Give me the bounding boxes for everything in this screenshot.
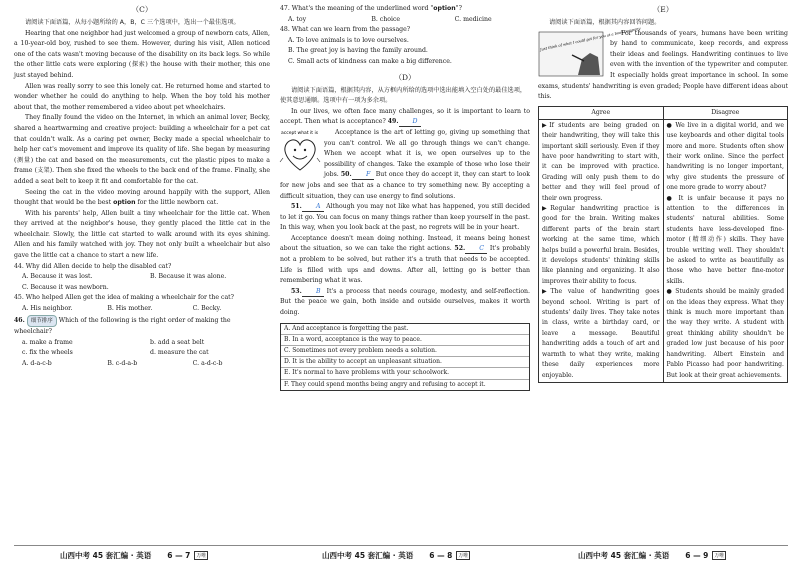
option-item: C. Sometimes not every problem needs a solution. — [281, 346, 529, 357]
column-passage-d: 47. What's the meaning of the underlined word "option"? A. toy B. choice C. medicine 48. What can we learn from the passage? A. To love animals is to love ourselves. B. The great joy is having the family around. C. Small acts of kindness can make a big difference. （D） 请阅读下面语篇，根据其内容，从方框内所给的选项中选出能填入空白处的最佳选项，使其意思通顺。选项中有一项为多余项。 In our lives, we often face many challenges, so it is important to learn to accept. Then what is acceptance? 49. D accept what it is Acceptance is the art of letting go, giving up something that you can't control. We all go through things we can't change. When we accept what it is, we open ourselves up to the possibility of changes. Take the example of those who lose their jobs. 50. F But once they do accept it, they can start to look for new jobs and see that as a chance to try something new. By accepting a difficult situation, they can use energy to find solutions. 51. A Although you may not like what has happened, you still decided to let it go. You can focus on many things rather than keep yourself in the past. In this way, when you look back at the past, no regrets will be in your heart. Acceptance doesn't mean doing nothing. Instead, it means being honest about the situation, so we can take the right actions. 52. C It's probably not a problem to be solved, but rather it's a truth that needs to be accepted. Life is filled with ups and downs. After all, letting go is better than remembering what it was. 53. B It's a process that needs courage, modesty, and self-reflection. But the peace we gain, both inside and outside ourselves, makes it worth doing. A. And acceptance is forgetting the past. B. In a word, acceptance is the way to peace. C. Sometimes not every problem needs a solution. D. It is the ability to accept an unpleasant situation. E. It's normal to have problems with your schoolwork. F. They could spend months being angry and refusing to accept it. — [280, 0, 530, 545]
section-d-heading: （D） — [394, 72, 416, 82]
question-45: 45. Who helped Allen get the idea of making a wheelchair for the cat? — [14, 294, 234, 302]
passage-e-intro: For thousands of years, humans have been writing by hand to communicate, keep records, and express their ideas and feelings. Handwriting continues to live even with the invention of the typewriter and computer. It especially holds great importance in school. In some exams, students' handwriting is even graded; People have different ideas about this. — [538, 29, 788, 101]
section-c-instruction: 请阅读下面语篇，从每小题所给的 A，B，C 三个选项中，选出一个最佳选项。 — [25, 19, 240, 26]
passage-c-paragraph: Hearing that one neighbor had just welcomed a group of newborn cats, Allen, a 10-year-old boy, rushed to see them. However, during his visit, Allen noticed one of the cats wasn't moving because of the disability on its back legs. So while the other little cats were exploring (探索) the house with their mother, this one just stayed behind. — [14, 29, 270, 79]
column-passage-c: （C） 请阅读下面语篇，从每小题所给的 A，B，C 三个选项中，选出一个最佳选项。 Hearing that one neighbor had just welcomed a group of newborn cats, Allen, a 10-year-old boy, rushed to see them. However, during his visit, Allen noticed one of the cats wasn't moving because of the disability on its back legs. So while the other little cats were exploring (探索) the house with their mother, this one just stayed behind. Allen was really sorry to see this lonely cat. He returned home and started to wonder whether he could do anything to help. When the boy told his mother about that, the mother remembered a video about pet wheelchairs. They finally found the video on the Internet, in which an animal lover, Becky, shared a heartwarming and creative project: building a wheelchair for a pet cat that couldn't walk. As a caring pet owner, Becky made a special wheelchair to help her cat's movement and improve its quality of life. She began by measuring (测量) the cat and based on the measurements, cut the plastic pipes to make a frame (支架). Then she fixed the wheels to the back end of the frame. Finally, she added a seat belt to keep it fit and comfortable for the cat. Seeing the cat in the video moving around happily with the support, Allen thought that would be the best option for the little newborn cat. With his parents' help, Allen built a tiny wheelchair for the little cat. When they arrived at the neighbor's house, they gently placed the little cat in the wheelchair. Slowly, the little cat started to walk around with its eyes shining. Allen and his family watched with joy. They not only built a wheelchair but also gave the little cat a chance to start a new life. 44. Why did Allen decide to help the disabled cat? A. Because it was lost. B. Because it was alone. C. Because it was newborn. 45. Who helped Allen get the idea of making a wheelchair for the cat? A. His neighbor. B. His mother. C. Becky. 46. 细节排序 Which of the following is the right order of making the wheelchair? a. make a frame b. add a seat belt c. fix the wheels d. measure the cat A. d-a-c-b B. c-d-a-b C. a-d-c-b — [14, 0, 270, 545]
footer-page-9: 山西中考 45 套汇编 · 英语 6 — 9 万唯 — [578, 550, 725, 560]
answer-blank-51[interactable]: A — [302, 203, 324, 212]
question-44: 44. Why did Allen decide to help the disabled cat? — [14, 262, 172, 270]
disagree-point: ● It is unfair because it pays no attention to the differences in students' natural abilities. Some students have less-developed fine-motor (精细动作) skills. They have trouble writing well. They shouldn't be asked to write as beautifully as those who have better fine-motor skills. — [666, 194, 784, 285]
disagree-column — [663, 119, 788, 382]
brand-logo: 万唯 — [196, 552, 207, 559]
question-46: 46. 细节排序 Which of the following is the right order of making the wheelchair? — [14, 316, 231, 336]
disagree-point: ● We live in a digital world, and we use keyboards and other digital tools more and more. Students often show their work online. Since the perfect handwriting is no longer important, why give students the pressure of one more grade to worry about? — [666, 121, 784, 192]
option-item: A. And acceptance is forgetting the past. — [281, 324, 529, 335]
section-e-heading: （E） — [652, 5, 674, 14]
page-number: 6 — 7 — [167, 550, 191, 560]
answer-blank-53[interactable]: B — [302, 288, 324, 297]
agree-column — [539, 119, 664, 382]
option-item: B. In a word, acceptance is the way to peace. — [281, 335, 529, 346]
passage-d-paragraph: 51. A Although you may not like what has happened, you still decided to let it go. You can focus on many things rather than keep yourself in the past. In this way, when you look back at the past, no regrets will be in your heart. — [280, 203, 530, 232]
section-e-instruction: 请阅读下面语篇，根据其内容回答问题。 — [549, 19, 661, 26]
page-number: 6 — 8 — [429, 550, 453, 560]
page-number: 6 — 9 — [685, 550, 709, 560]
question-48: 48. What can we learn from the passage? — [280, 26, 411, 34]
footer-page-8: 山西中考 45 套汇编 · 英语 6 — 8 万唯 — [322, 550, 469, 560]
question-46-options: A. d-a-c-b B. c-d-a-b C. a-d-c-b — [22, 360, 223, 367]
answer-blank-50[interactable]: F — [352, 171, 374, 180]
question-47: 47. What's the meaning of the underlined word "option"? — [280, 5, 462, 12]
heart-caption: accept what it is — [281, 130, 319, 136]
passage-c-paragraph: With his parents' help, Allen built a tiny wheelchair for the little cat. When they arrived at the neighbor's house, they gently placed the little cat in the wheelchair. Slowly, the little cat started to walk around with its eyes shining. Allen and his family watched with joy. They not only built a wheelchair but also gave the little cat a chance to start a new life. — [14, 209, 270, 260]
option-item: E. It's normal to have problems with your schoolwork. — [281, 368, 529, 379]
section-d-instruction: 请阅读下面语篇，根据其内容，从方框内所给的选项中选出能填入空白处的最佳选项，使其意思通顺。选项中有一项为多余项。 — [280, 86, 527, 105]
agree-point: ▶Regular handwriting practice is good for the brain. Writing makes different parts of the brain start working at the same time, which helps build a powerful brain. Besides, it develops students' thinking skills like planning and organizing. It also improves their ability to focus. — [542, 205, 660, 285]
passage-d-paragraph: In our lives, we often face many challenges, so it is important to learn to accept. Then what is acceptance? 49. D — [280, 107, 530, 126]
passage-c-paragraph: They finally found the video on the Internet, in which an animal lover, Becky, shared a heartwarming and creative project: building a wheelchair for a pet cat that couldn't walk. As a caring pet owner, Becky made a special wheelchair to help her cat's movement and improve its quality of life. She began by measuring (测量) the cat and based on the measurements, cut the plastic pipes to make a frame (支架). Then she fixed the wheels to the back end of the frame. Finally, she added a seat belt to keep it fit and comfortable for the cat. — [14, 114, 270, 185]
heart-illustration — [280, 128, 320, 174]
passage-c-paragraph: Allen was really sorry to see this lonely cat. He returned home and started to wonder whether he could do anything to help. When the boy told his mother about that, the mother remembered a video about pet wheelchairs. — [14, 82, 270, 111]
question-46-items: a. make a frame b. add a seat belt — [22, 338, 205, 346]
options-box — [280, 323, 530, 391]
option-item: F. They could spend months being angry and refusing to accept it. — [284, 380, 486, 388]
question-type-badge: 细节排序 — [27, 315, 57, 328]
column-passage-e — [538, 0, 788, 545]
passage-c-paragraph: Seeing the cat in the video moving around happily with the support, Allen thought that would be the best option for the little newborn cat. — [14, 188, 270, 207]
agree-header: Agree — [539, 106, 664, 119]
agree-point: ▶The value of handwriting goes beyond school. Writing is part of students' daily lives. They take notes in class, write a birthday card, or leave a message. Beautiful handwriting adds a touch of art and warmth to what they write, making these daily experiences more enjoyable. — [542, 288, 660, 379]
handwriting-illustration — [538, 26, 641, 77]
agree-point: ▶If students are being graded on their handwriting, they will take this important skill seriously. Even if they have poor handwriting to start with, it can be improved with practice. Grading will only push them to do better and they will feel proud of their own progress. — [542, 121, 660, 202]
section-c-heading: （C） — [131, 5, 153, 14]
question-45-options: A. His neighbor. B. His mother. C. Becky. — [22, 305, 222, 313]
answer-blank-49[interactable]: D — [399, 118, 421, 127]
answer-blank-52[interactable]: C — [465, 245, 487, 254]
agree-disagree-table — [538, 106, 788, 383]
brand-logo: 万唯 — [714, 552, 725, 559]
question-47-options: A. toy B. choice C. medicine — [288, 15, 492, 23]
passage-d-paragraph: Acceptance is the art of letting go, giving up something that you can't control. We all go through things we can't change. When we accept what it is, we open ourselves up to the possibility of changes. Take the example of those who lose their jobs. 50. F But once they do accept it, they can start to look for new jobs and see that as a chance to try something new. By accepting a difficult situation, they can use energy to find solutions. — [280, 128, 531, 200]
handwritten-note-text: Just think of what I could get for you at a book company — [539, 26, 641, 52]
option-item: D. It is the ability to accept an unpleasant situation. — [281, 357, 529, 368]
question-44-options: A. Because it was lost. B. Because it was alone. — [22, 273, 227, 281]
underlined-word-option: option — [113, 199, 136, 207]
footer-rule — [14, 545, 788, 546]
brand-logo: 万唯 — [458, 552, 469, 559]
passage-d-paragraph: 53. B It's a process that needs courage, modesty, and self-reflection. But the peace we gain, both inside and outside ourselves, makes it worth doing. — [280, 287, 531, 317]
disagree-header: Disagree — [663, 106, 788, 119]
footer-page-7: 山西中考 45 套汇编 · 英语 6 — 7 万唯 — [60, 550, 207, 560]
passage-d-paragraph: Acceptance doesn't mean doing nothing. Instead, it means being honest about the situation, so we can take the right actions. 52. C It's probably not a problem to be solved, but rather it's a truth that needs to be accepted. Life is filled with ups and downs. After all, letting go is better than remembering what it was. — [280, 234, 530, 285]
disagree-point: ● Students should be mainly graded on the ideas they express. What they think is much more important than the way they write. A student with great thinking ability shouldn't be graded low just because of his poor handwriting. Albert Einstein and Pablo Picasso had poor handwriting. But look at their great achievements. — [666, 288, 784, 379]
